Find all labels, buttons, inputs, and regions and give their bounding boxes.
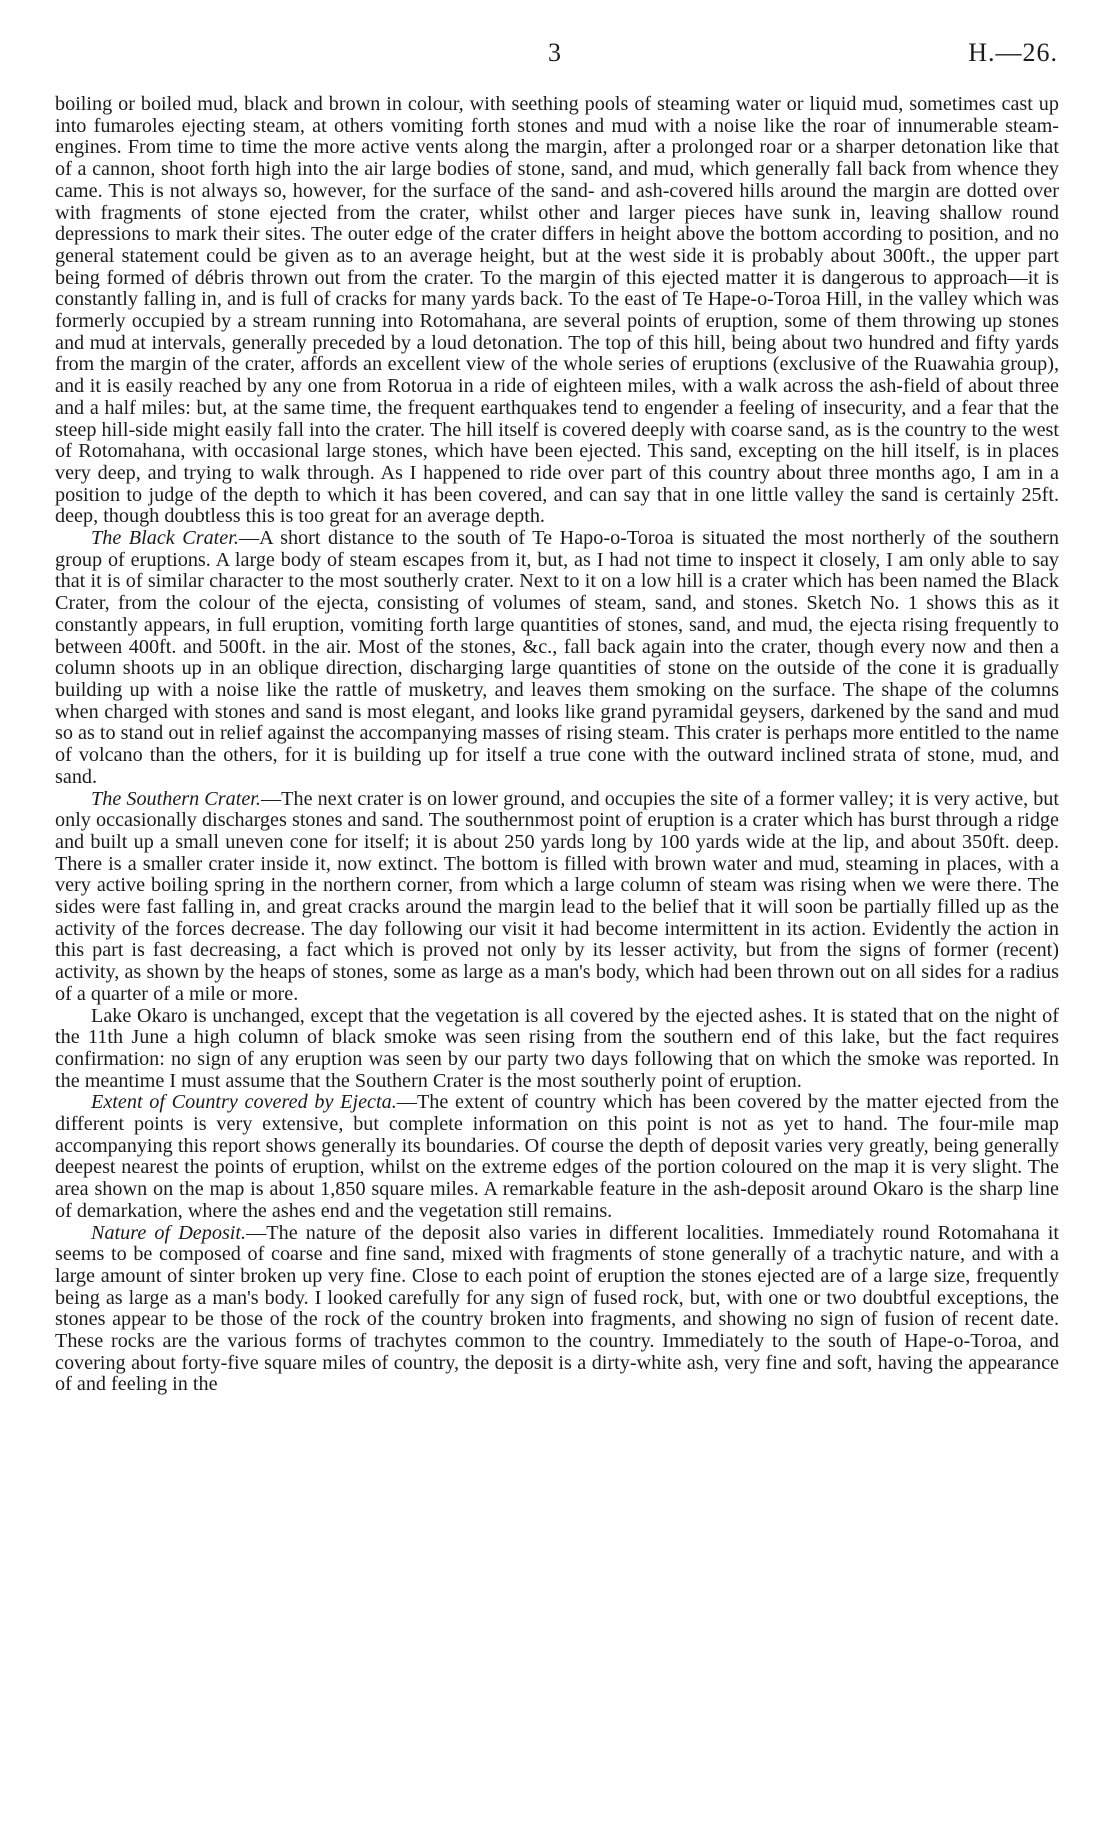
- paragraph-text: —The nature of the deposit also varies in different localities. Immediately round Rotomahana it seems to be composed of coarse and fine sand, mixed with fragments of stone generally of a trachytic nature, and with a large amount of sinter broken up very fine. Close to each point of eruption the stones ejected are of a large size, frequently being as large as a man's body. I looked carefully for any sign of fused rock, but, with one or two doubtful exceptions, the stones appear to be those of the rock of the country broken into fragments, and showing no sign of fusion of recent date. These rocks are the various forms of trachytes common to the country. Immediately to the south of Hape-o-Toroa, and covering about forty-five square miles of country, the deposit is a dirty-white ash, very fine and soft, having the appearance of and feeling in the: [55, 1221, 1059, 1396]
- paragraph-text: boiling or boiled mud, black and brown in colour, with seething pools of steaming water or liquid mud, sometimes cast up into fumaroles ejecting steam, at others vomiting forth stones and mud with a noise like the roar of innumerable steam-engines. From time to time the more active vents along the margin, after a prolonged roar or a sharper detonation like that of a cannon, shoot forth high into the air large bodies of stone, sand, and mud, which generally fall back from whence they came. This is not always so, however, for the surface of the sand- and ash-covered hills around the margin are dotted over with fragments of stone ejected from the crater, whilst other and larger pieces have sunk in, leaving shallow round depressions to mark their sites. The outer edge of the crater differs in height above the bottom according to position, and no general statement could be given as to an average height, but at the west side it is probably about 300ft., the upper part being formed of débris thrown out from the crater. To the margin of this ejected matter it is dangerous to approach—it is constantly falling in, and is full of cracks for many yards back. To the east of Te Hape-o-Toroa Hill, in the valley which was formerly occupied by a stream running into Rotomahana, are several points of eruption, some of them throwing up stones and mud at intervals, generally preceded by a loud detonation. The top of this hill, being about two hundred and fifty yards from the margin of the crater, affords an excellent view of the whole series of eruptions (exclusive of the Ruawahia group), and it is easily reached by any one from Rotorua in a ride of eighteen miles, with a walk across the ash-field of about three and a half miles: but, at the same time, the frequent earthquakes tend to engender a feeling of insecurity, and a fear that the steep hill-side might easily fall into the crater. The hill itself is covered deeply with coarse sand, as is the country to the west of Rotomahana, with occasional large stones, which have been ejected. This sand, excepting on the hill itself, is in places very deep, and trying to walk through. As I happened to ride over part of this country about three months ago, I am in a position to judge of the depth to which it has been covered, and can say that in one little valley the sand is certainly 25ft. deep, though doubtless this is too great for an average depth.: [55, 93, 1059, 528]
- section-lead: The Black Crater.: [91, 527, 239, 550]
- page-header: [0, 38, 1114, 74]
- paragraph-extent-of-country: [55, 1092, 1059, 1222]
- section-lead: Extent of Country covered by Ejecta.: [91, 1091, 397, 1114]
- paragraph-black-crater: [55, 528, 1059, 788]
- paragraph-lake-okaro: [55, 1006, 1059, 1093]
- paragraph-text: —A short distance to the south of Te Hapo-o-Toroa is situated the most northerly of the southern group of eruptions. A large body of steam escapes from it, but, as I had not time to inspect it closely, I am only able to say that it is of similar character to the most southerly crater. Next to it on a low hill is a crater which has been named the Black Crater, from the colour of the ejecta, consisting of volumes of steam, sand, and stones. Sketch No. 1 shows this as it constantly appears, in full eruption, vomiting forth large quantities of stones, sand, and mud, the ejecta rising frequently to between 400ft. and 500ft. in the air. Most of the stones, &c., fall back again into the crater, though every now and then a column shoots up in an oblique direction, discharging large quantities of stone on the outside of the cone it is gradually building up with a noise like the rattle of musketry, and leaves them smoking on the surface. The shape of the columns when charged with stones and sand is most elegant, and looks like grand pyramidal geysers, darkened by the sand and mud so as to stand out in relief against the accompanying masses of rising steam. This crater is perhaps more entitled to the name of volcano than the others, for it is building up for itself a true cone with the outward inclined strata of stone, mud, and sand.: [55, 527, 1059, 788]
- body-text: [55, 94, 1059, 1396]
- paragraph-continuation: [55, 94, 1059, 528]
- page-number: 3: [548, 38, 562, 67]
- document-reference: H.—26.: [968, 38, 1058, 67]
- section-lead: The Southern Crater.: [91, 787, 261, 810]
- paragraph-text: —The next crater is on lower ground, and occupies the site of a former valley; it is very active, but only occasionally discharges stones and sand. The southernmost point of eruption is a crater which has burst through a ridge and built up a small uneven cone for itself; it is about 250 yards long by 100 yards wide at the lip, and about 350ft. deep. There is a smaller crater inside it, now extinct. The bottom is filled with brown water and mud, steaming in places, with a very active boiling spring in the northern corner, from which a large column of steam was rising when we were there. The sides were fast falling in, and great cracks around the margin lead to the belief that it will soon be partially filled up as the activity of the forces decrease. The day following our visit it had become intermittent in its action. Evidently the action in this part is fast decreasing, a fact which is proved not only by its lesser activity, but from the signs of former (recent) activity, as shown by the heaps of stones, some as large as a man's body, which had been thrown out on all sides for a radius of a quarter of a mile or more.: [55, 787, 1059, 1005]
- paragraph-southern-crater: [55, 789, 1059, 1006]
- paragraph-nature-of-deposit: [55, 1223, 1059, 1397]
- paragraph-text: —The extent of country which has been covered by the matter ejected from the different points is very extensive, but complete information on this point is not as yet to hand. The four-mile map accompanying this report shows generally its boundaries. Of course the depth of deposit varies very greatly, being generally deepest nearest the points of eruption, whilst on the extreme edges of the portion coloured on the map it is very slight. The area shown on the map is about 1,850 square miles. A remarkable feature in the ash-deposit around Okaro is the sharp line of demarkation, where the ashes end and the vegetation still remains.: [55, 1091, 1059, 1222]
- section-lead: Nature of Deposit.: [91, 1221, 247, 1244]
- paragraph-text: Lake Okaro is unchanged, except that the vegetation is all covered by the ejected ashes. It is stated that on the night of the 11th June a high column of black smoke was seen rising from the southern end of this lake, but the fact requires confirmation: no sign of any eruption was seen by our party two days following that on which the smoke was reported. In the meantime I must assume that the Southern Crater is the most southerly point of eruption.: [55, 1004, 1059, 1092]
